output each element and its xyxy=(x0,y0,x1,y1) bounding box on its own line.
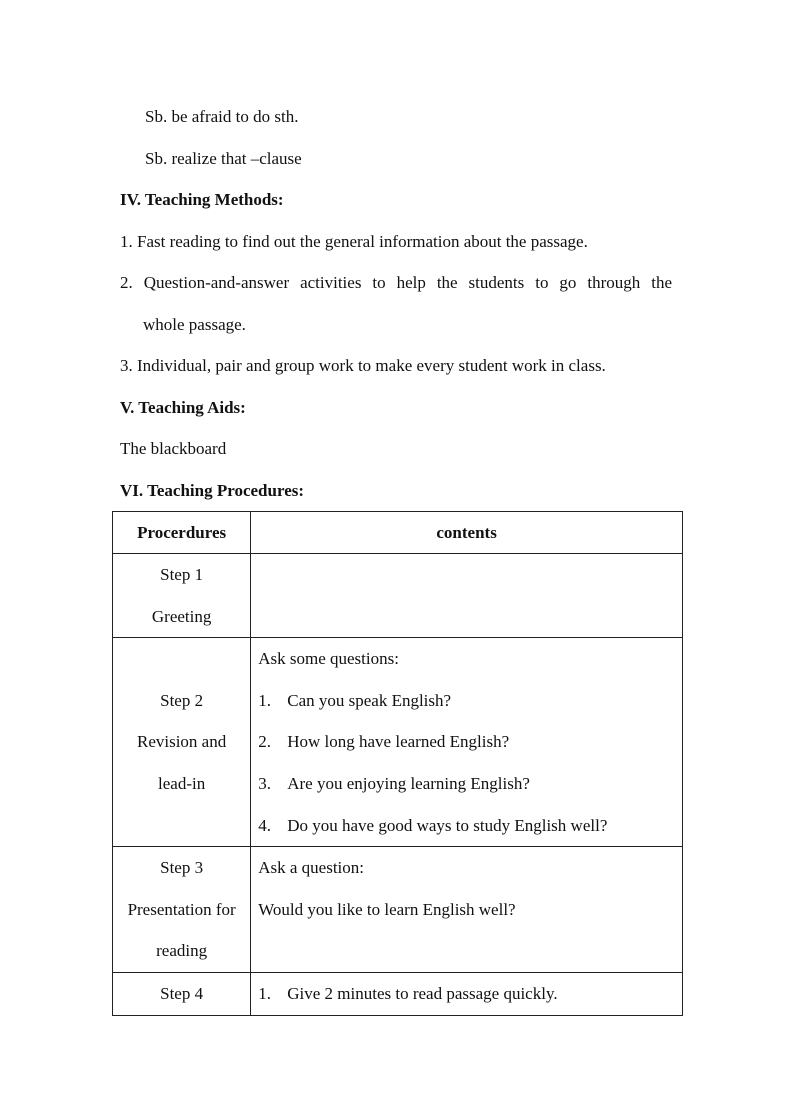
contents-cell xyxy=(251,638,683,847)
section-heading-procedures: VI. Teaching Procedures: xyxy=(120,481,305,500)
list-item-continuation: whole passage. xyxy=(143,315,246,334)
column-header: contents xyxy=(251,512,683,554)
content-text: Would you like to learn English well? xyxy=(258,899,516,919)
contents-cell xyxy=(251,847,683,973)
list-number: 4. xyxy=(258,815,271,835)
section-heading-methods: IV. Teaching Methods: xyxy=(120,190,284,209)
content-line xyxy=(258,805,682,847)
step-cell xyxy=(113,847,251,973)
section-heading-aids: V. Teaching Aids: xyxy=(120,398,246,417)
content-line xyxy=(258,889,682,931)
table-row xyxy=(113,554,683,638)
step-label: lead-in xyxy=(158,773,206,793)
step-label: Step 4 xyxy=(160,983,204,1003)
content-text: Do you have good ways to study English well? xyxy=(287,815,608,835)
step-label: Step 1 xyxy=(160,565,204,584)
list-number: 1. xyxy=(258,690,271,710)
content-line xyxy=(258,680,682,722)
text-line: Sb. be afraid to do sth. xyxy=(145,107,299,126)
content-text: Can you speak English? xyxy=(287,690,452,710)
table-row xyxy=(113,972,683,1015)
content-line xyxy=(258,638,682,680)
text-line: The blackboard xyxy=(120,439,227,458)
step-label: Greeting xyxy=(151,606,212,626)
content-text: How long have learned English? xyxy=(287,732,510,752)
contents-cell xyxy=(251,972,683,1015)
step-label: Step 2 xyxy=(160,690,204,710)
content-text: Are you enjoying learning English? xyxy=(287,773,530,793)
step-label: Presentation for xyxy=(127,899,236,919)
column-header: Procerdures xyxy=(113,512,251,554)
list-item: 3. Individual, pair and group work to make every student work in class. xyxy=(120,356,606,375)
text-line: Sb. realize that –clause xyxy=(145,149,302,168)
step-label: Step 3 xyxy=(160,858,204,878)
content-line xyxy=(258,847,682,889)
content-line xyxy=(258,763,682,805)
step-label: reading xyxy=(156,941,208,961)
step-cell xyxy=(113,972,251,1015)
content-text: Ask some questions: xyxy=(258,649,399,669)
step-label: Revision and xyxy=(136,732,227,752)
table-row xyxy=(113,847,683,973)
list-item: 2. Question-and-answer activities to help the students to go through the xyxy=(120,273,672,292)
list-number: 1. xyxy=(258,983,271,1003)
list-item: 1. Fast reading to find out the general information about the passage. xyxy=(120,232,588,251)
content-text: Ask a question: xyxy=(258,858,365,878)
list-number: 3. xyxy=(258,773,271,793)
content-text: Give 2 minutes to read passage quickly. xyxy=(287,983,558,1003)
step-cell xyxy=(113,638,251,847)
list-number: 2. xyxy=(258,732,271,752)
procedures-table xyxy=(112,511,683,1016)
content-line xyxy=(258,973,682,1015)
table-header-row xyxy=(113,512,683,554)
content-line xyxy=(258,721,682,763)
step-cell xyxy=(113,554,251,638)
contents-cell xyxy=(251,554,683,638)
table-row xyxy=(113,638,683,847)
